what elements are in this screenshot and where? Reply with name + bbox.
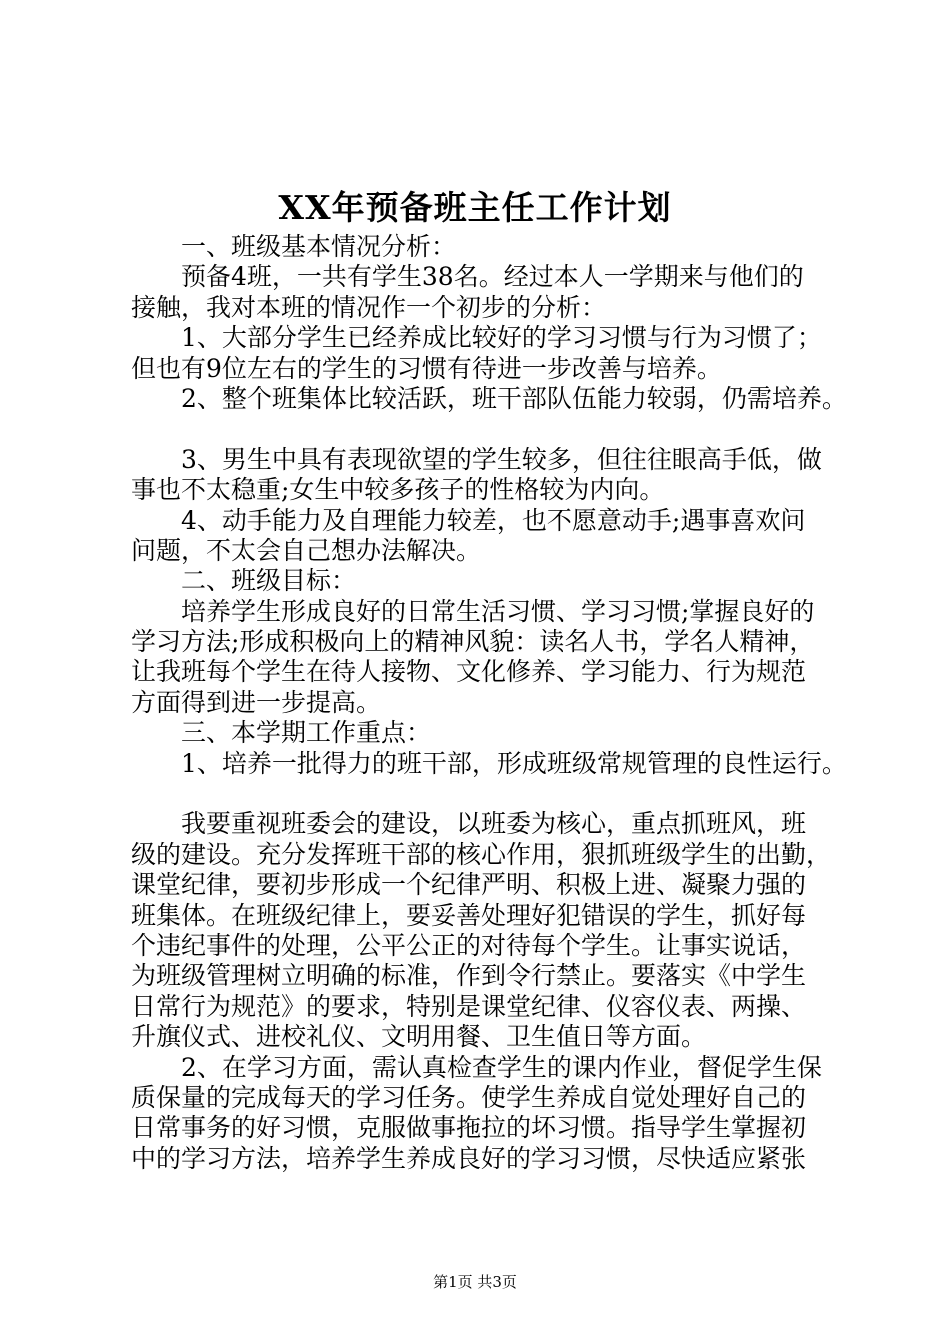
text-line: 培养学生形成良好的日常生活习惯、学习习惯;掌握良好的	[181, 596, 815, 626]
text-line: 4、动手能力及自理能力较差，也不愿意动手;遇事喜欢问	[181, 505, 806, 535]
text-line: 班集体。在班级纪律上，要妥善处理好犯错误的学生，抓好每	[131, 900, 807, 930]
text-line: 三、本学期工作重点：	[181, 718, 432, 748]
text-line: 但也有9位左右的学生的习惯有待进一步改善与培养。	[131, 353, 722, 383]
text-line: 为班级管理树立明确的标准，作到令行禁止。要落实《中学生	[131, 961, 807, 991]
text-line: 事也不太稳重;女生中较多孩子的性格较为内向。	[131, 475, 665, 505]
text-line: 课堂纪律，要初步形成一个纪律严明、积极上进、凝聚力强的	[131, 870, 807, 900]
text-line: 级的建设。充分发挥班干部的核心作用，狠抓班级学生的出勤，	[131, 839, 832, 869]
page-footer: 第1页 共3页	[433, 1273, 517, 1291]
text-line: 个违纪事件的处理，公平公正的对待每个学生。让事实说话，	[131, 930, 807, 960]
document-body	[131, 232, 851, 1174]
text-line: 质保量的完成每天的学习任务。使学生养成自觉处理好自己的	[131, 1082, 807, 1112]
text-line: 日常行为规范》的要求，特别是课堂纪律、仪容仪表、两操、	[131, 991, 807, 1021]
text-line: 预备4班，一共有学生38名。经过本人一学期来与他们的	[181, 262, 804, 292]
text-line: 一、班级基本情况分析：	[181, 232, 457, 261]
text-line: 中的学习方法，培养学生养成良好的学习习惯，尽快适应紧张	[131, 1143, 807, 1173]
text-line: 二、班级目标：	[181, 566, 357, 596]
blank-line	[131, 414, 851, 444]
text-line: 接触，我对本班的情况作一个初步的分析：	[131, 292, 607, 322]
text-line: 学习方法;形成积极向上的精神风貌：读名人书，学名人精神，	[131, 627, 815, 657]
text-line: 升旗仪式、进校礼仪、文明用餐、卫生值日等方面。	[131, 1022, 707, 1052]
text-line: 让我班每个学生在待人接物、文化修养、学习能力、行为规范	[131, 657, 807, 687]
text-line: 日常事务的好习惯，克服做事拖拉的坏习惯。指导学生掌握初	[131, 1113, 807, 1143]
text-line: 1、大部分学生已经养成比较好的学习习惯与行为习惯了；	[181, 323, 822, 353]
text-line: 1、培养一批得力的班干部，形成班级常规管理的良性运行。	[181, 748, 847, 778]
text-line: 我要重视班委会的建设，以班委为核心，重点抓班风，班	[181, 809, 807, 839]
text-line: 3、男生中具有表现欲望的学生较多，但往往眼高手低，做	[181, 444, 822, 474]
text-line: 2、在学习方面，需认真检查学生的课内作业，督促学生保	[181, 1052, 822, 1082]
text-line: 2、整个班集体比较活跃，班干部队伍能力较弱，仍需培养。	[181, 383, 847, 413]
text-line: 方面得到进一步提高。	[131, 687, 382, 717]
document-title: XX年预备班主任工作计划	[278, 188, 672, 227]
text-line: 问题，不太会自己想办法解决。	[131, 535, 482, 565]
blank-line	[131, 779, 851, 809]
